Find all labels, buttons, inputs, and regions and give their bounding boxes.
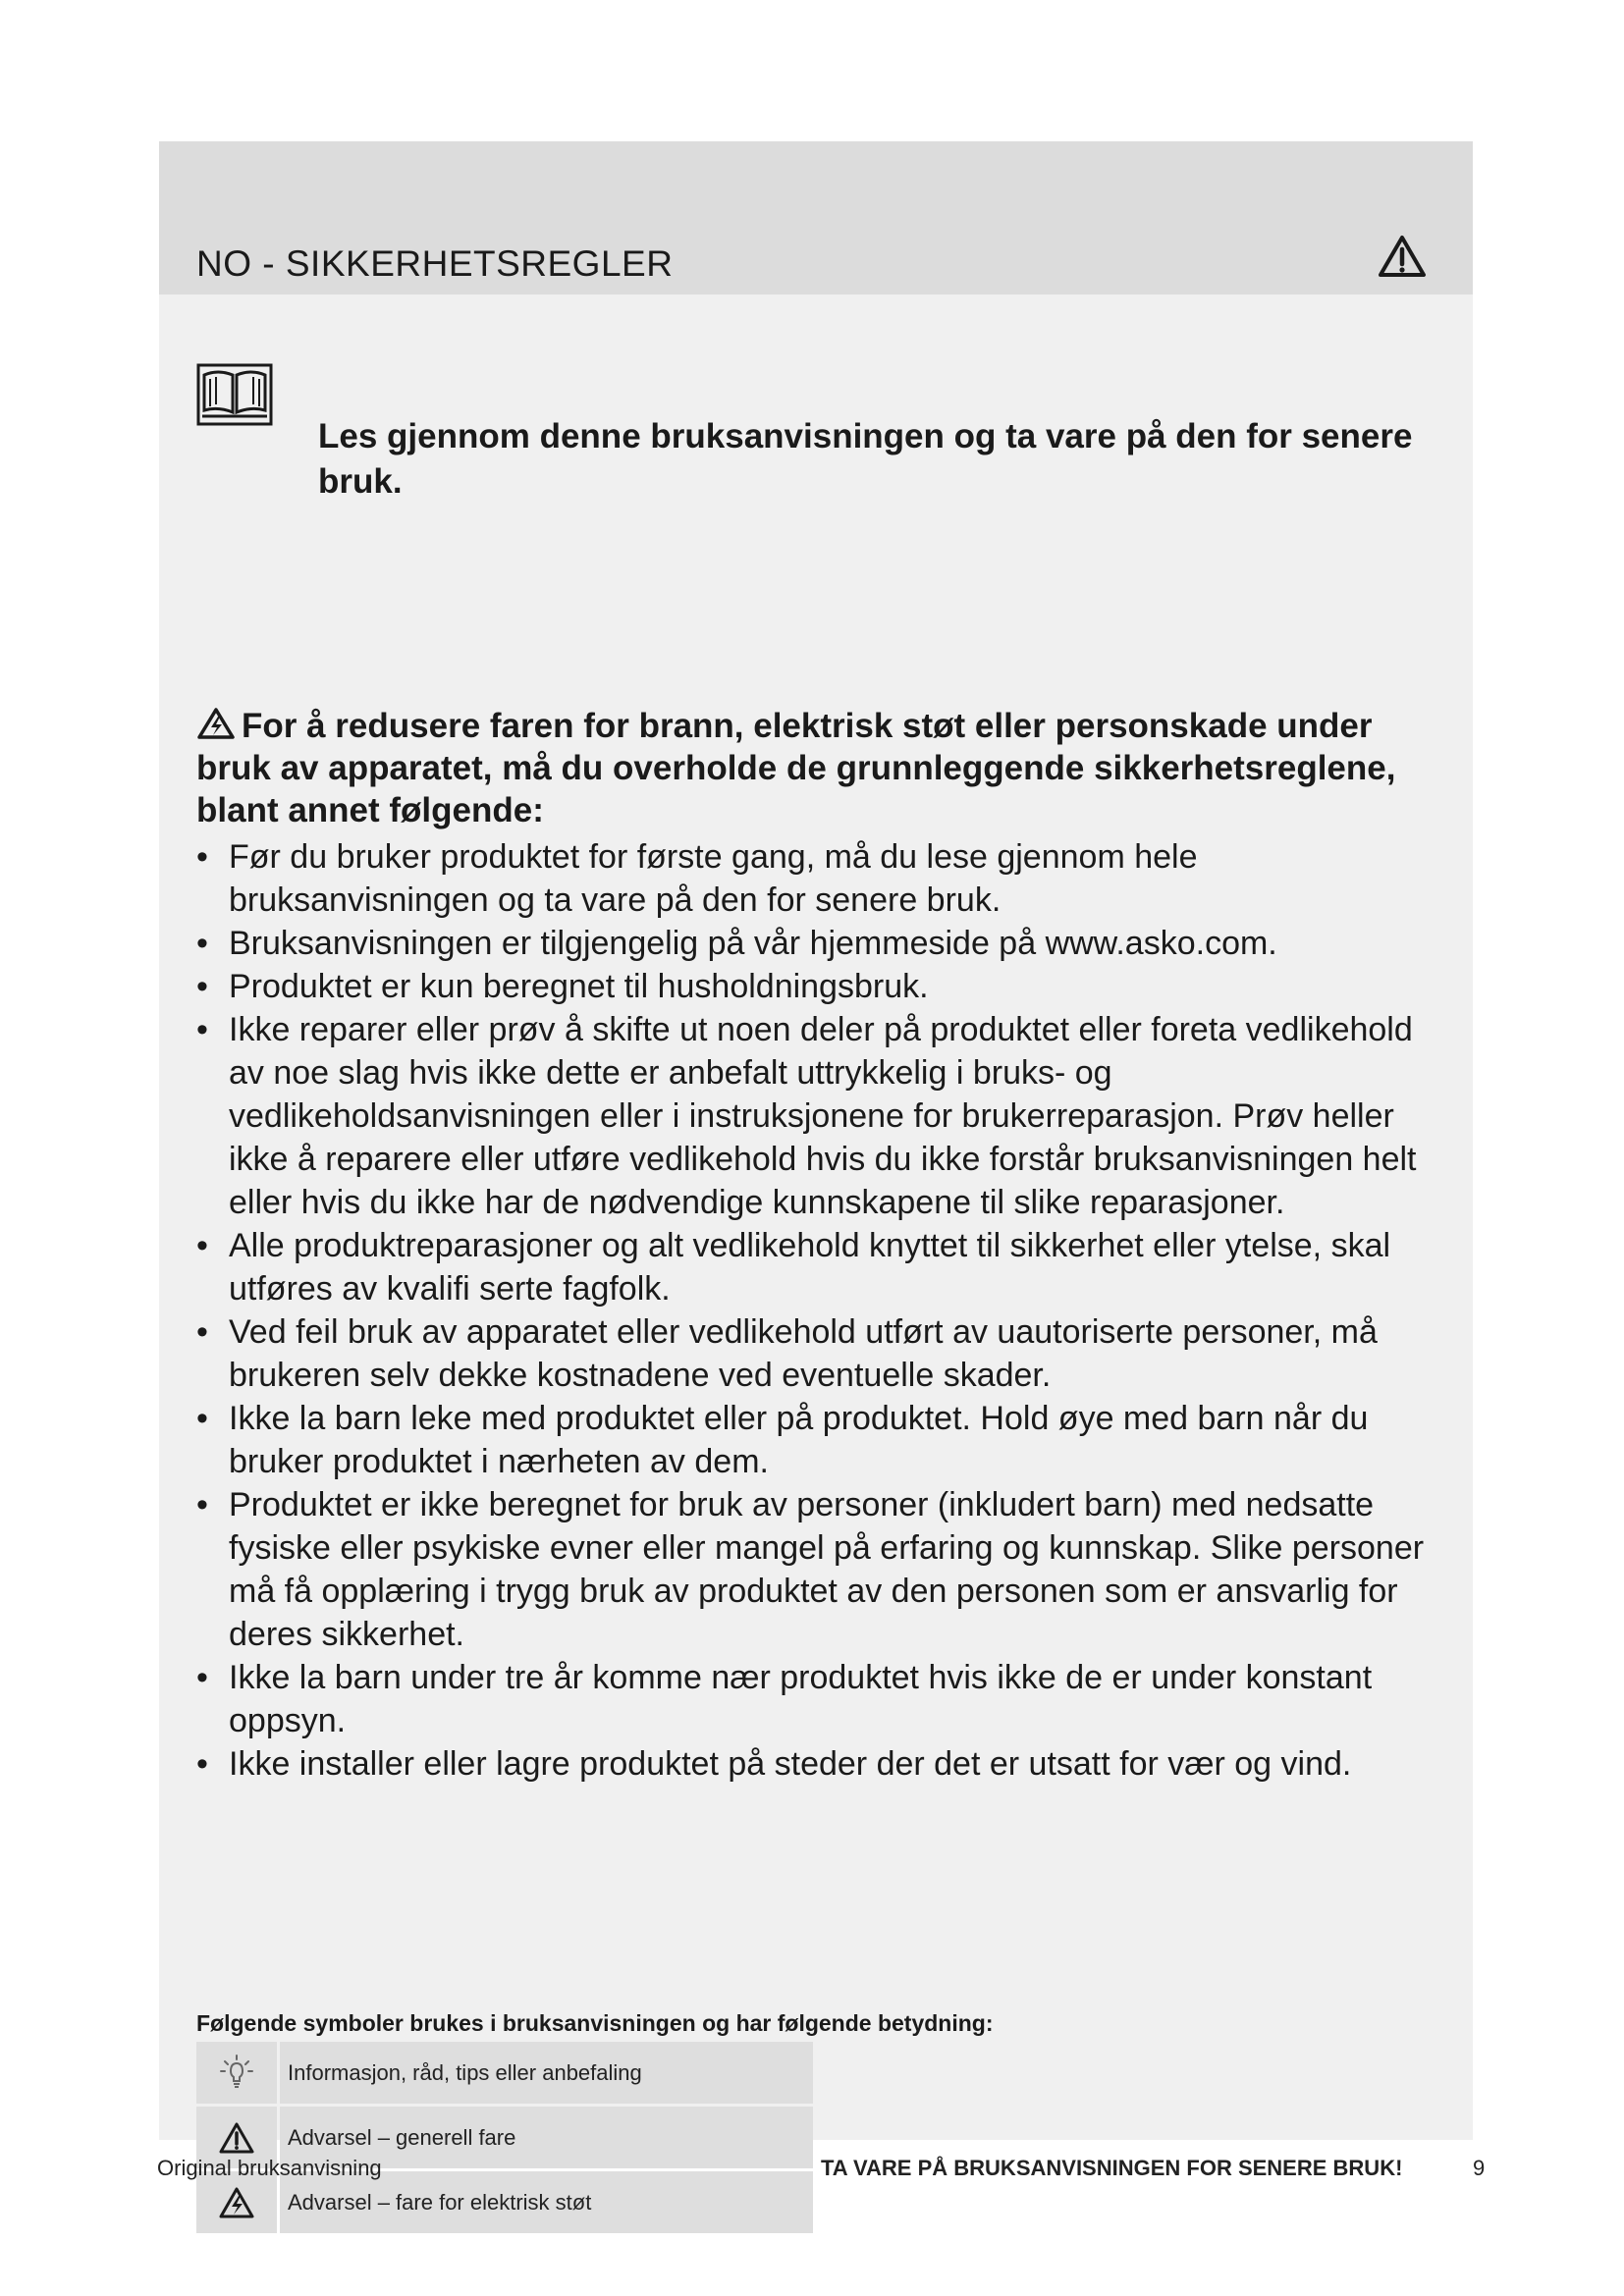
lightbulb-icon bbox=[217, 2054, 256, 2093]
list-item: • Ikke la barn under tre år komme nær produktet hvis ikke de er under konstant oppsyn. bbox=[196, 1656, 1443, 1742]
safety-rules-list bbox=[196, 835, 1443, 1786]
symbols-title: Følgende symboler brukes i bruksanvisningen og har følgende betydning: bbox=[196, 2010, 994, 2036]
bullet: • bbox=[196, 1486, 208, 1523]
page-title: NO - SIKKERHETSREGLER bbox=[196, 243, 674, 284]
list-item: • Alle produktreparasjoner og alt vedlikehold knyttet til sikkerhet eller ytelse, skal utføres av kvalifi serte fagfolk. bbox=[196, 1224, 1443, 1310]
bullet: • bbox=[196, 1313, 208, 1351]
list-item: • Bruksanvisningen er tilgjengelig på vår hjemmeside på www.asko.com. bbox=[196, 922, 1443, 965]
electric-warning-icon bbox=[196, 707, 236, 740]
list-item: • Ikke reparer eller prøv å skifte ut noen deler på produktet eller foreta vedlikehold av noe slag hvis ikke dette er anbefalt uttrykkelig i bruks- og vedlikeholdsanvisningen eller i instruksjonene for brukerreparasjon. Prøv heller ikke å reparere eller utføre vedlikehold hvis du ikke forstår bruksanvisningen helt eller hvis du ikke har de nødvendige kunnskapene til slike reparasjoner. bbox=[196, 1008, 1443, 1224]
book-icon bbox=[196, 363, 273, 426]
symbol-label: Advarsel – fare for elektrisk støt bbox=[280, 2171, 813, 2233]
warning-heading bbox=[196, 705, 1443, 831]
page-number: 9 bbox=[1473, 2156, 1486, 2180]
bullet: • bbox=[196, 1659, 208, 1696]
intro-text: Les gjennom denne bruksanvisningen og ta vare på den for senere bruk. bbox=[318, 417, 1413, 501]
list-item: • Ved feil bruk av apparatet eller vedlikehold utført av uautoriserte personer, må brukeren selv dekke kostnadene ved eventuelle skader. bbox=[196, 1310, 1443, 1397]
warning-section bbox=[196, 705, 1443, 1786]
list-item: • Ikke la barn leke med produktet eller på produktet. Hold øye med barn når du bruker produktet i nærheten av dem. bbox=[196, 1397, 1443, 1483]
symbol-label: Informasjon, råd, tips eller anbefaling bbox=[280, 2042, 813, 2104]
symbols-table bbox=[196, 2042, 813, 2236]
list-item: • Før du bruker produktet for første gang, må du lese gjennom hele bruksanvisningen og ta vare på den for senere bruk. bbox=[196, 835, 1443, 922]
warning-heading-text: For å redusere faren for brann, elektrisk støt eller personskade under bruk av apparatet, må du overholde de grunnleggende sikkerhetsreglene, blant annet følgende: bbox=[196, 707, 1396, 829]
header-band bbox=[159, 141, 1473, 294]
bullet: • bbox=[196, 1745, 208, 1783]
list-item: • Ikke installer eller lagre produktet på steder der det er utsatt for vær og vind. bbox=[196, 1742, 1443, 1786]
bullet: • bbox=[196, 1227, 208, 1264]
footer-left: Original bruksanvisning bbox=[157, 2156, 382, 2180]
electric-warning-icon bbox=[218, 2186, 255, 2219]
table-row bbox=[196, 2042, 813, 2104]
symbol-label: Advarsel – generell fare bbox=[280, 2107, 813, 2168]
bullet: • bbox=[196, 1400, 208, 1437]
warning-triangle-icon bbox=[218, 2121, 255, 2155]
bullet: • bbox=[196, 925, 208, 962]
footer-right: TA VARE PÅ BRUKSANVISNINGEN FOR SENERE BRUK! bbox=[821, 2156, 1403, 2180]
warning-triangle-icon bbox=[1377, 234, 1428, 279]
bullet: • bbox=[196, 838, 208, 876]
bullet: • bbox=[196, 1011, 208, 1048]
bullet: • bbox=[196, 968, 208, 1005]
list-item: • Produktet er kun beregnet til husholdningsbruk. bbox=[196, 965, 1443, 1008]
list-item: • Produktet er ikke beregnet for bruk av personer (inkludert barn) med nedsatte fysiske eller psykiske evner eller mangel på erfaring og kunnskap. Slike personer må få opplæring i trygg bruk av produktet av den personen som er ansvarlig for deres sikkerhet. bbox=[196, 1483, 1443, 1656]
